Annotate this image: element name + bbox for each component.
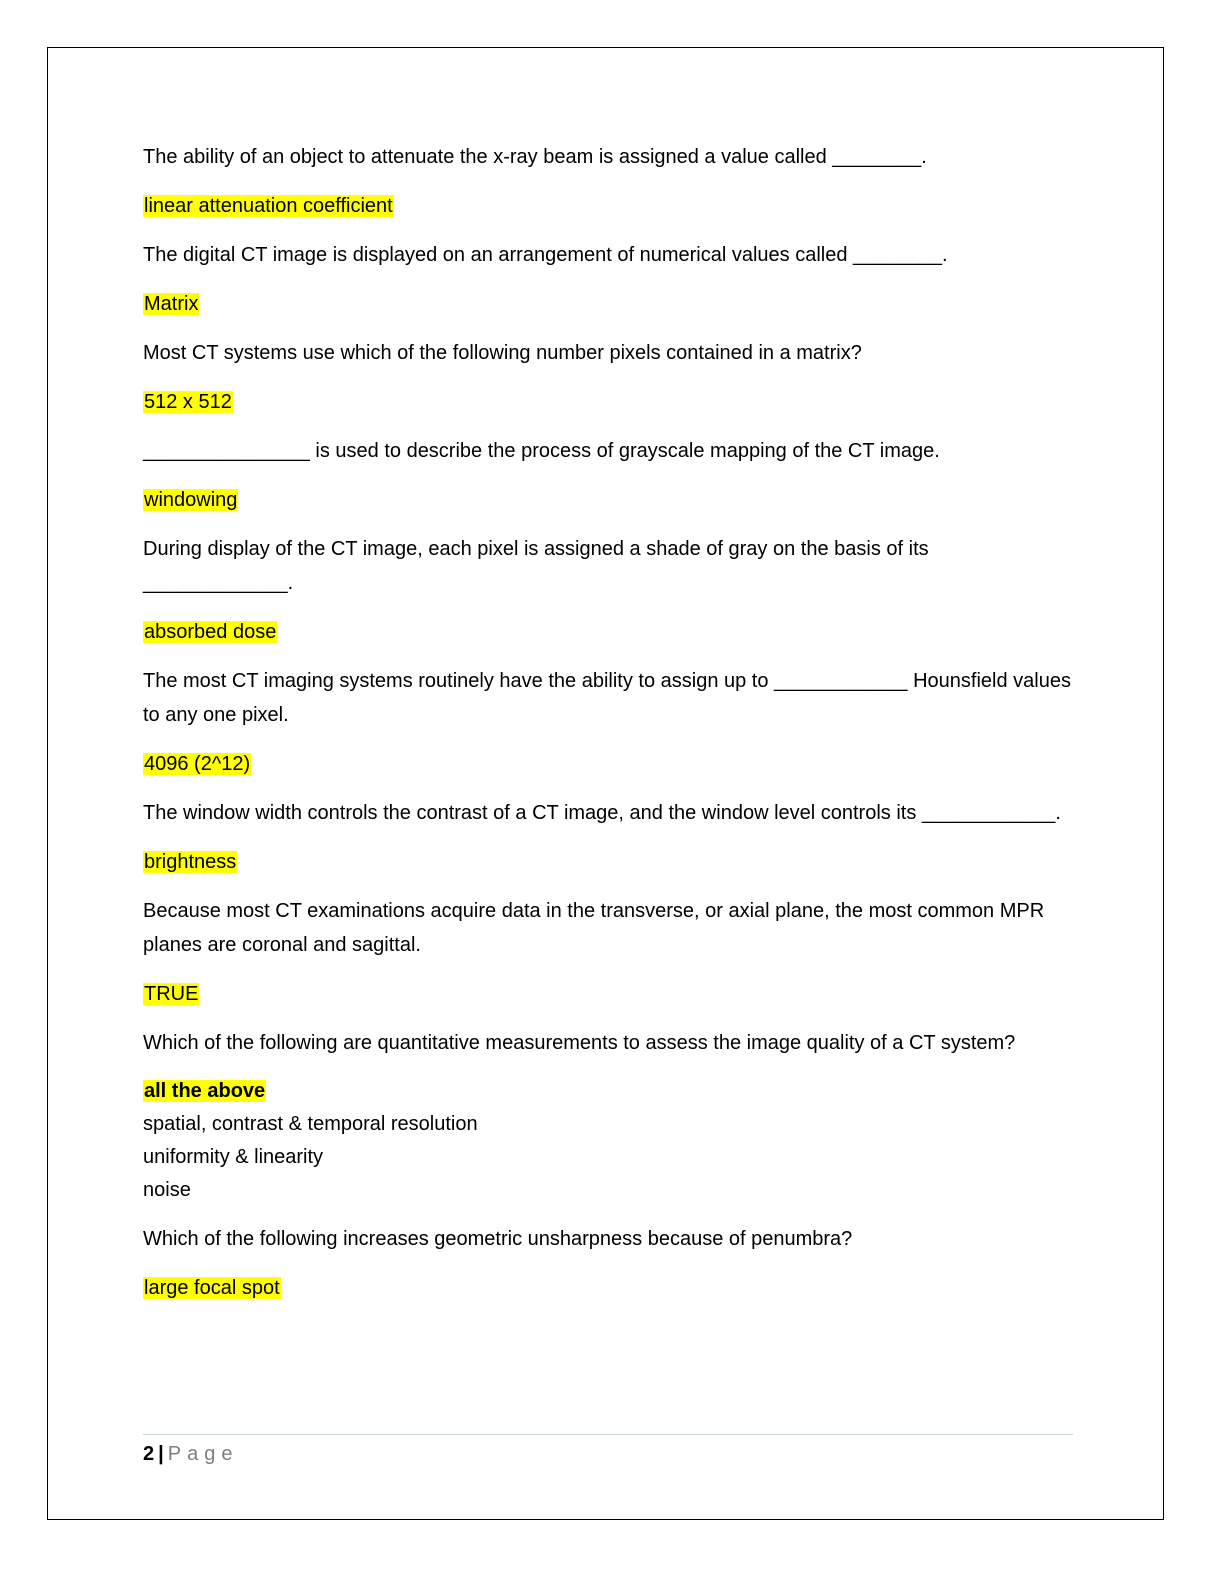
question-text: The most CT imaging systems routinely have the ability to assign up to ____________ Hounsfield values to any one pixel. — [143, 670, 1071, 726]
answer-text — [143, 385, 1073, 419]
document-body — [143, 140, 1073, 1320]
answer-highlight: brightness — [144, 851, 237, 873]
footer-separator: | — [158, 1443, 164, 1465]
question-text: _______________ is used to describe the process of grayscale mapping of the CT image. — [143, 440, 940, 462]
question-text: Most CT systems use which of the following number pixels contained in a matrix? — [143, 342, 862, 364]
answer-text — [143, 1271, 1073, 1305]
answer-highlight: 512 x 512 — [144, 391, 232, 413]
answer-text — [143, 615, 1073, 649]
question-text: The ability of an object to attenuate the x-ray beam is assigned a value called ________. — [143, 146, 927, 168]
footer-divider — [143, 1434, 1073, 1435]
answer-detail: uniformity & linearity — [143, 1146, 324, 1168]
answer-highlight: large focal spot — [144, 1277, 280, 1299]
answer-highlight: TRUE — [144, 983, 199, 1005]
question-text: Because most CT examinations acquire data in the transverse, or axial plane, the most common MPR planes are coronal and sagittal. — [143, 900, 1045, 956]
answer-text — [143, 845, 1073, 879]
question-text: The window width controls the contrast of a CT image, and the window level controls its ____________. — [143, 802, 1061, 824]
answer-block — [143, 1075, 1073, 1207]
answer-highlight: linear attenuation coefficient — [144, 195, 393, 217]
question-text: The digital CT image is displayed on an arrangement of numerical values called ________. — [143, 244, 948, 266]
page-number: 2 — [143, 1443, 155, 1465]
answer-detail: noise — [143, 1179, 191, 1201]
answer-text — [143, 977, 1073, 1011]
question-text: During display of the CT image, each pixel is assigned a shade of gray on the basis of its _____________. — [143, 538, 929, 594]
answer-highlight: 4096 (2^12) — [144, 753, 251, 775]
page-footer — [143, 1440, 238, 1468]
answer-highlight: absorbed dose — [144, 621, 277, 643]
answer-highlight: Matrix — [144, 293, 199, 315]
answer-highlight: windowing — [144, 489, 238, 511]
answer-highlight: all the above — [144, 1080, 266, 1102]
answer-detail: spatial, contrast & temporal resolution — [143, 1113, 478, 1135]
page-label: Page — [167, 1443, 239, 1465]
answer-text — [143, 747, 1073, 781]
answer-text — [143, 287, 1073, 321]
question-text: Which of the following increases geometric unsharpness because of penumbra? — [143, 1228, 853, 1250]
answer-text — [143, 189, 1073, 223]
question-text: Which of the following are quantitative measurements to assess the image quality of a CT system? — [143, 1032, 1016, 1054]
answer-text — [143, 1075, 1073, 1108]
answer-text — [143, 483, 1073, 517]
